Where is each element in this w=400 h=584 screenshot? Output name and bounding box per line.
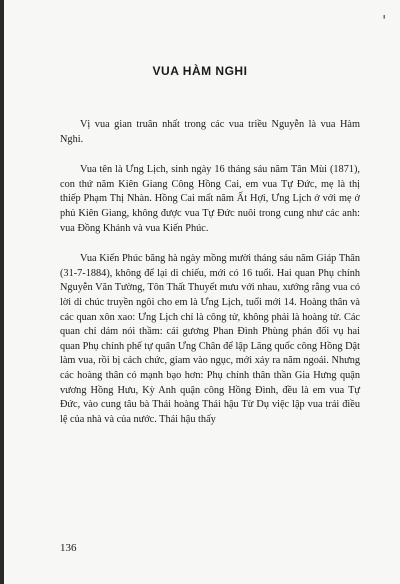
body-text [60,118,360,443]
paragraph-1: Vị vua gian truân nhất trong các vua triều Nguyễn là vua Hàm Nghi. [60,119,360,145]
page-edge-shadow [0,0,4,584]
page-number: 136 [60,542,77,554]
paragraph-3: Vua Kiến Phúc băng hà ngày mồng mười tháng sáu năm Giáp Thân (31-7-1884), không để lại di chiếu, mới có 16 tuổi. Hai quan Phụ chính Nguyễn Văn Tường, Tôn Thất Thuyết mưu với nhau, xướng rằng vua có lời di chúc truyền ngôi cho em là Ưng Lịch, tuổi mới 14. Hoàng thân và các quan xôn xao: Ưng Lịch chỉ là công tử, không phải là hoàng tử. Các quan chỉ dám nói thầm: cái gương Phan Đình Phùng phản đối vụ hai quan Phụ chính phế tự quân Ưng Chân để lập Lãng quốc công Hồng Dật làm vua, rồi bị cách chức, giam vào ngục, mới xảy ra năm ngoái. Nhưng các hoàng thân có mạnh bạo hơn: Phụ chính thân thần Gia Hưng quận vương Hồng Hưu, Kỳ Anh quận công Hồng Đình, đều là em vua Tự Đức, vào cung tâu bà Thái hoàng Thái hậu Từ Dụ việc lập vua trái điều lệ của nhà và của nước. Thái hậu thấy [60,253,360,425]
paragraph-2: Vua tên là Ưng Lịch, sinh ngày 16 tháng sáu năm Tân Mùi (1871), con thứ năm Kiên Giang Công Hồng Cai, em vua Tự Đức, mẹ là thị thiếp Phạm Thị Nhàn. Hồng Cai mất năm Ất Hợi, Ưng Lịch ở với mẹ ở phủ Kiên Giang, không được vua Tự Đức nuôi trong cung như các anh: vua Đồng Khánh và vua Kiến Phúc. [60,164,360,234]
corner-mark: ' [382,14,386,29]
chapter-title: VUA HÀM NGHI [152,64,248,78]
